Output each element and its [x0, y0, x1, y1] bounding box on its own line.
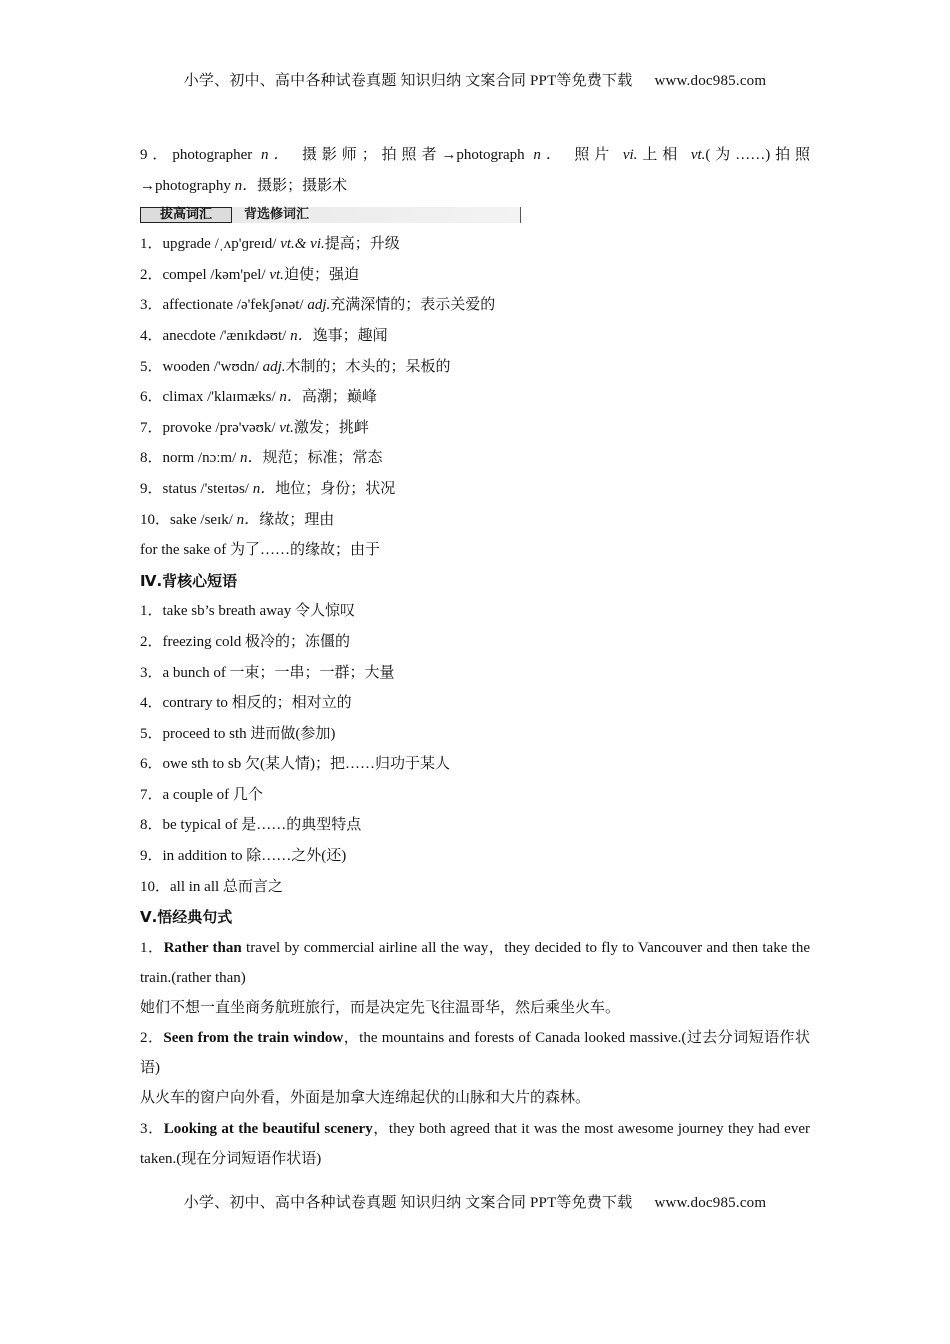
banner-subtitle: 背选修词汇 — [244, 207, 310, 223]
section-title: Ⅳ.背核心短语 — [140, 571, 238, 590]
item-number: 9． — [140, 147, 173, 163]
phrase-item: 9．in addition to 除……之外(还) — [140, 848, 347, 865]
document-body — [140, 140, 810, 1174]
sentence-item: 2．Seen from the train window，the mountains and forests of Canada looked massive.(过去分词短语作状语) — [140, 1030, 810, 1077]
footer-text: 小学、初中、高中各种试卷真题 知识归纳 文案合同 PPT等免费下载 — [183, 1195, 633, 1211]
vocab-item: 8．norm /nɔːm/ n．规范；标准；常态 — [140, 450, 383, 467]
sentence-item: 1．Rather than travel by commercial airline all the way，they decided to fly to Vancouver and then take the train.(rather than) — [140, 939, 810, 986]
phrase-item: 10．all in all 总而言之 — [140, 878, 283, 895]
item-meaning: 照片 — [574, 147, 615, 163]
vocab-list — [140, 229, 810, 566]
item-meaning: (为……)拍照 — [705, 147, 810, 163]
page-footer — [0, 1191, 950, 1212]
vocab-item: 4．anecdote /'ænɪkdəʊt/ n．逸事；趣闻 — [140, 327, 388, 344]
item-meaning: 上相 — [637, 147, 683, 163]
vocab-item: 7．provoke /prə'vəʊk/ vt.激发；挑衅 — [140, 419, 369, 436]
sentence-translation: 她们不想一直坐商务航班旅行，而是决定先飞往温哥华，然后乘坐火车。 — [140, 999, 621, 1016]
footer-url[interactable]: www.doc985.com — [654, 1195, 767, 1211]
section-title: Ⅴ.悟经典句式 — [140, 908, 233, 927]
sentence-item: 3．Looking at the beautiful scenery，they both agreed that it was the most awesome journey they had ever taken.(现在分词短语作状语) — [140, 1121, 810, 1168]
item-meaning: 摄影；摄影术 — [257, 177, 348, 194]
sentence-translation: 从火车的窗户向外看，外面是加拿大连绵起伏的山脉和大片的森林。 — [140, 1090, 591, 1107]
phrase-item: 4．contrary to 相反的；相对立的 — [140, 695, 352, 712]
phrase-item: 6．owe sth to sb 欠(某人情)；把……归功于某人 — [140, 756, 450, 773]
phrase-item: 8．be typical of 是……的典型特点 — [140, 817, 362, 834]
phrase-item: 1．take sb’s breath away 令人惊叹 — [140, 603, 355, 620]
phrase-item: 3．a bunch of 一束；一串；一群；大量 — [140, 664, 395, 681]
item-meaning: 摄影师；拍照者→photograph — [301, 147, 525, 163]
item-pos: n． — [234, 177, 258, 194]
item-word: →photography — [140, 177, 231, 194]
header-url[interactable]: www.doc985.com — [654, 73, 767, 89]
phrase-item: 7．a couple of 几个 — [140, 786, 263, 803]
vocab-item: 9．status /'steɪtəs/ n．地位；身份；状况 — [140, 480, 396, 497]
section-banner — [140, 201, 810, 229]
vocab-phrase: for the sake of 为了……的缘故；由于 — [140, 542, 380, 559]
phrase-item: 2．freezing cold 极冷的；冻僵的 — [140, 633, 350, 650]
top-item-line2 — [140, 171, 810, 202]
header-text: 小学、初中、高中各种试卷真题 知识归纳 文案合同 PPT等免费下载 — [183, 73, 633, 89]
item-pos: vi. — [622, 147, 638, 163]
banner-tag: 拔高词汇 — [140, 207, 232, 223]
phrase-list — [140, 596, 810, 902]
vocab-item: 2．compel /kəm'pel/ vt.迫使；强迫 — [140, 266, 359, 283]
banner-bar — [140, 207, 521, 223]
page-header — [0, 69, 950, 90]
vocab-item: 10．sake /seɪk/ n．缘故；理由 — [140, 511, 335, 528]
item-word: photographer — [172, 147, 253, 163]
item-pos: vt. — [690, 147, 706, 163]
item-pos: n． — [533, 147, 566, 163]
top-item-line1 — [140, 140, 810, 171]
vocab-item: 6．climax /'klaɪmæks/ n．高潮；巅峰 — [140, 389, 377, 406]
vocab-item: 5．wooden /'wʊdn/ adj.木制的；木头的；呆板的 — [140, 358, 451, 375]
vocab-item: 3．affectionate /ə'fekʃənət/ adj.充满深情的；表示关爱的 — [140, 297, 496, 314]
item-pos: n． — [260, 147, 294, 163]
phrase-item: 5．proceed to sth 进而做(参加) — [140, 725, 336, 742]
vocab-item: 1．upgrade /ˌʌp'ɡreɪd/ vt.& vi.提高；升级 — [140, 236, 400, 253]
sentence-list — [140, 933, 810, 1174]
